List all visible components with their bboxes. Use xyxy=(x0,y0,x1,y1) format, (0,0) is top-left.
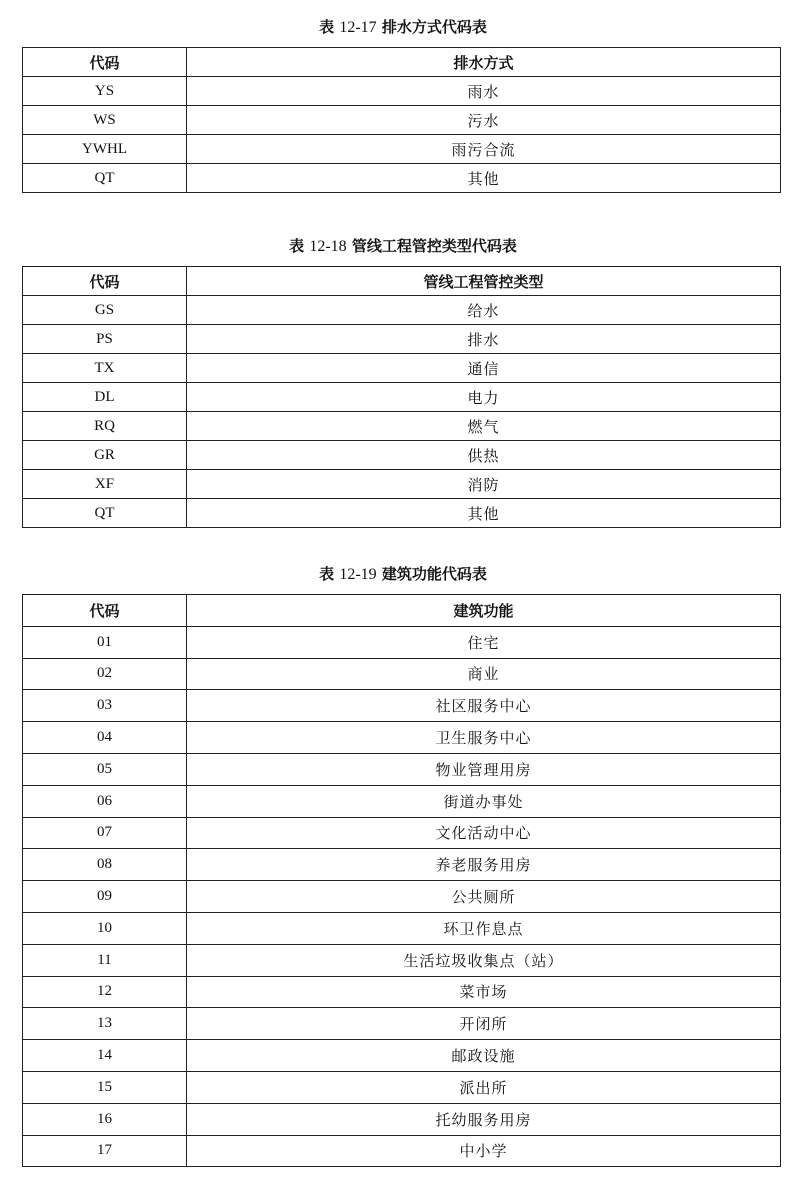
table-row xyxy=(23,722,781,754)
code-cell: 01 xyxy=(23,626,187,658)
code-cell: 10 xyxy=(23,912,187,944)
code-cell: YS xyxy=(23,77,187,106)
caption-number: 12-17 xyxy=(339,19,377,36)
name-cell: 环卫作息点 xyxy=(187,912,781,944)
header-code: 代码 xyxy=(23,48,187,77)
name-cell: 派出所 xyxy=(187,1071,781,1103)
table-row xyxy=(23,325,781,354)
code-cell: 03 xyxy=(23,690,187,722)
table-header-row xyxy=(23,267,781,296)
caption-title: 排水方式代码表 xyxy=(381,18,487,36)
name-cell: 托幼服务用房 xyxy=(187,1103,781,1135)
table-row xyxy=(23,135,781,164)
code-cell: 12 xyxy=(23,976,187,1008)
table-header-row xyxy=(23,48,781,77)
caption-prefix: 表 xyxy=(319,565,335,583)
name-cell: 供热 xyxy=(187,441,781,470)
table-header-row xyxy=(23,595,781,627)
name-cell: 街道办事处 xyxy=(187,785,781,817)
code-cell: 14 xyxy=(23,1040,187,1072)
name-cell: 文化活动中心 xyxy=(187,817,781,849)
name-cell: 生活垃圾收集点（站） xyxy=(187,944,781,976)
table-row xyxy=(23,1040,781,1072)
table-row xyxy=(23,944,781,976)
table-caption-pipeline xyxy=(0,236,806,257)
table-row xyxy=(23,296,781,325)
name-cell: 给水 xyxy=(187,296,781,325)
name-cell: 电力 xyxy=(187,383,781,412)
code-cell: 09 xyxy=(23,881,187,913)
code-cell: PS xyxy=(23,325,187,354)
code-cell: GS xyxy=(23,296,187,325)
name-cell: 菜市场 xyxy=(187,976,781,1008)
table-row xyxy=(23,354,781,383)
code-cell: 04 xyxy=(23,722,187,754)
caption-title: 管线工程管控类型代码表 xyxy=(351,237,517,255)
header-code: 代码 xyxy=(23,267,187,296)
table-row xyxy=(23,1103,781,1135)
table-row xyxy=(23,785,781,817)
table-row xyxy=(23,753,781,785)
name-cell: 养老服务用房 xyxy=(187,849,781,881)
name-cell: 排水 xyxy=(187,325,781,354)
name-cell: 其他 xyxy=(187,164,781,193)
code-cell: WS xyxy=(23,106,187,135)
code-cell: YWHL xyxy=(23,135,187,164)
caption-number: 12-19 xyxy=(339,566,377,583)
code-cell: XF xyxy=(23,470,187,499)
code-cell: GR xyxy=(23,441,187,470)
table-row xyxy=(23,849,781,881)
name-cell: 邮政设施 xyxy=(187,1040,781,1072)
name-cell: 其他 xyxy=(187,499,781,528)
table-row xyxy=(23,881,781,913)
table-row xyxy=(23,499,781,528)
code-cell: QT xyxy=(23,164,187,193)
code-cell: 17 xyxy=(23,1135,187,1167)
code-cell: 06 xyxy=(23,785,187,817)
name-cell: 雨水 xyxy=(187,77,781,106)
table-row xyxy=(23,626,781,658)
name-cell: 通信 xyxy=(187,354,781,383)
code-cell: 08 xyxy=(23,849,187,881)
code-cell: 05 xyxy=(23,753,187,785)
table-caption-drainage xyxy=(0,17,806,38)
code-cell: 16 xyxy=(23,1103,187,1135)
header-name: 管线工程管控类型 xyxy=(187,267,781,296)
drainage-code-table xyxy=(22,47,781,193)
name-cell: 社区服务中心 xyxy=(187,690,781,722)
table-row xyxy=(23,470,781,499)
code-cell: TX xyxy=(23,354,187,383)
code-cell: QT xyxy=(23,499,187,528)
code-cell: DL xyxy=(23,383,187,412)
code-cell: 11 xyxy=(23,944,187,976)
name-cell: 污水 xyxy=(187,106,781,135)
name-cell: 雨污合流 xyxy=(187,135,781,164)
building-function-code-table xyxy=(22,594,781,1167)
table-caption-building-function xyxy=(0,564,806,585)
name-cell: 住宅 xyxy=(187,626,781,658)
table-row xyxy=(23,1008,781,1040)
caption-prefix: 表 xyxy=(289,237,305,255)
code-cell: RQ xyxy=(23,412,187,441)
pipeline-control-type-code-table xyxy=(22,266,781,528)
name-cell: 燃气 xyxy=(187,412,781,441)
code-cell: 07 xyxy=(23,817,187,849)
name-cell: 公共厕所 xyxy=(187,881,781,913)
code-cell: 15 xyxy=(23,1071,187,1103)
header-code: 代码 xyxy=(23,595,187,627)
caption-prefix: 表 xyxy=(319,18,335,36)
table-row xyxy=(23,164,781,193)
table-row xyxy=(23,658,781,690)
name-cell: 物业管理用房 xyxy=(187,753,781,785)
header-name: 排水方式 xyxy=(187,48,781,77)
name-cell: 商业 xyxy=(187,658,781,690)
table-row xyxy=(23,912,781,944)
caption-number: 12-18 xyxy=(309,238,347,255)
table-row xyxy=(23,1071,781,1103)
table-row xyxy=(23,817,781,849)
table-row xyxy=(23,412,781,441)
table-row xyxy=(23,77,781,106)
table-row xyxy=(23,383,781,412)
name-cell: 卫生服务中心 xyxy=(187,722,781,754)
name-cell: 消防 xyxy=(187,470,781,499)
header-name: 建筑功能 xyxy=(187,595,781,627)
table-row xyxy=(23,106,781,135)
table-row xyxy=(23,441,781,470)
table-row xyxy=(23,1135,781,1167)
table-row xyxy=(23,690,781,722)
table-row xyxy=(23,976,781,1008)
code-cell: 13 xyxy=(23,1008,187,1040)
caption-title: 建筑功能代码表 xyxy=(381,565,487,583)
name-cell: 中小学 xyxy=(187,1135,781,1167)
code-cell: 02 xyxy=(23,658,187,690)
name-cell: 开闭所 xyxy=(187,1008,781,1040)
